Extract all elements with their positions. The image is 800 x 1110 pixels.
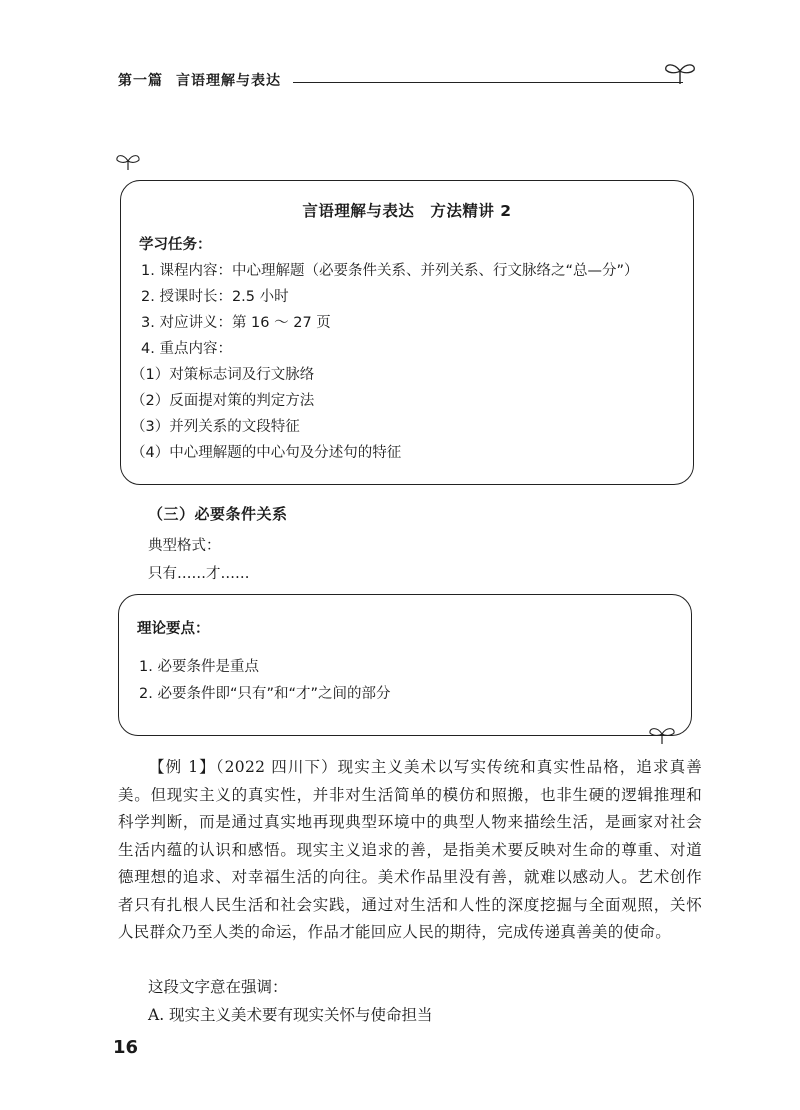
task-subitem: （4）中心理解题的中心句及分述句的特征 — [131, 445, 402, 461]
question-stem: 这段文字意在强调： — [148, 978, 288, 996]
task-item: 2. 授课时长：2.5 小时 — [141, 289, 289, 305]
theory-points-box — [118, 594, 692, 736]
sprout-icon — [660, 58, 700, 86]
theory-heading: 理论要点： — [137, 621, 210, 637]
page-header — [118, 66, 718, 96]
theory-item: 2. 必要条件即“只有”和“才”之间的部分 — [139, 686, 391, 702]
task-item: 4. 重点内容： — [141, 341, 232, 357]
task-heading: 学习任务： — [139, 237, 212, 253]
option-a: A. 现实主义美术要有现实关怀与使命担当 — [148, 1006, 433, 1024]
task-item: 3. 对应讲义：第 16 ～ 27 页 — [141, 315, 331, 331]
section-title: （三）必要条件关系 — [148, 505, 288, 523]
learning-task-box — [120, 180, 694, 485]
theory-item: 1. 必要条件是重点 — [139, 659, 259, 675]
task-subitem: （3）并列关系的文段特征 — [131, 419, 300, 435]
format-label: 典型格式： — [148, 538, 221, 554]
task-box-title: 言语理解与表达 方法精讲 2 — [302, 202, 512, 220]
header-rule — [293, 82, 683, 83]
sprout-icon — [113, 150, 143, 172]
format-text: 只有……才…… — [148, 566, 250, 582]
task-subitem: （2）反面提对策的判定方法 — [131, 393, 315, 409]
header-title: 言语理解与表达 — [176, 73, 281, 89]
task-item: 1. 课程内容：中心理解题（必要条件关系、并列关系、行文脉络之“总—分”） — [141, 263, 639, 279]
header-part-label: 第一篇 — [118, 73, 163, 89]
page-number: 16 — [113, 1037, 139, 1058]
example-paragraph: 【例 1】（2022 四川下）现实主义美术以写实传统和真实性品格，追求真善美。但现实主义的真实性，并非对生活简单的模仿和照搬，也非生硬的逻辑推理和科学判断，而是通过真实地再现典型环境中的典型人物来描绘生活，是画家对社会生活内蕴的认识和感悟。现实主义追求的善，是指美术要反映对生命的尊重、对道德理想的追求、对幸福生活的向往。美术作品里没有善，就难以感动人。艺术创作者只有扎根人民生活和社会实践，通过对生活和人性的深度挖掘与全面观照，关怀人民群众乃至人类的命运，作品才能回应人民的期待，完成传递真善美的使命。 — [118, 758, 702, 941]
task-subitem: （1）对策标志词及行文脉络 — [131, 367, 315, 383]
sprout-icon — [645, 722, 679, 746]
